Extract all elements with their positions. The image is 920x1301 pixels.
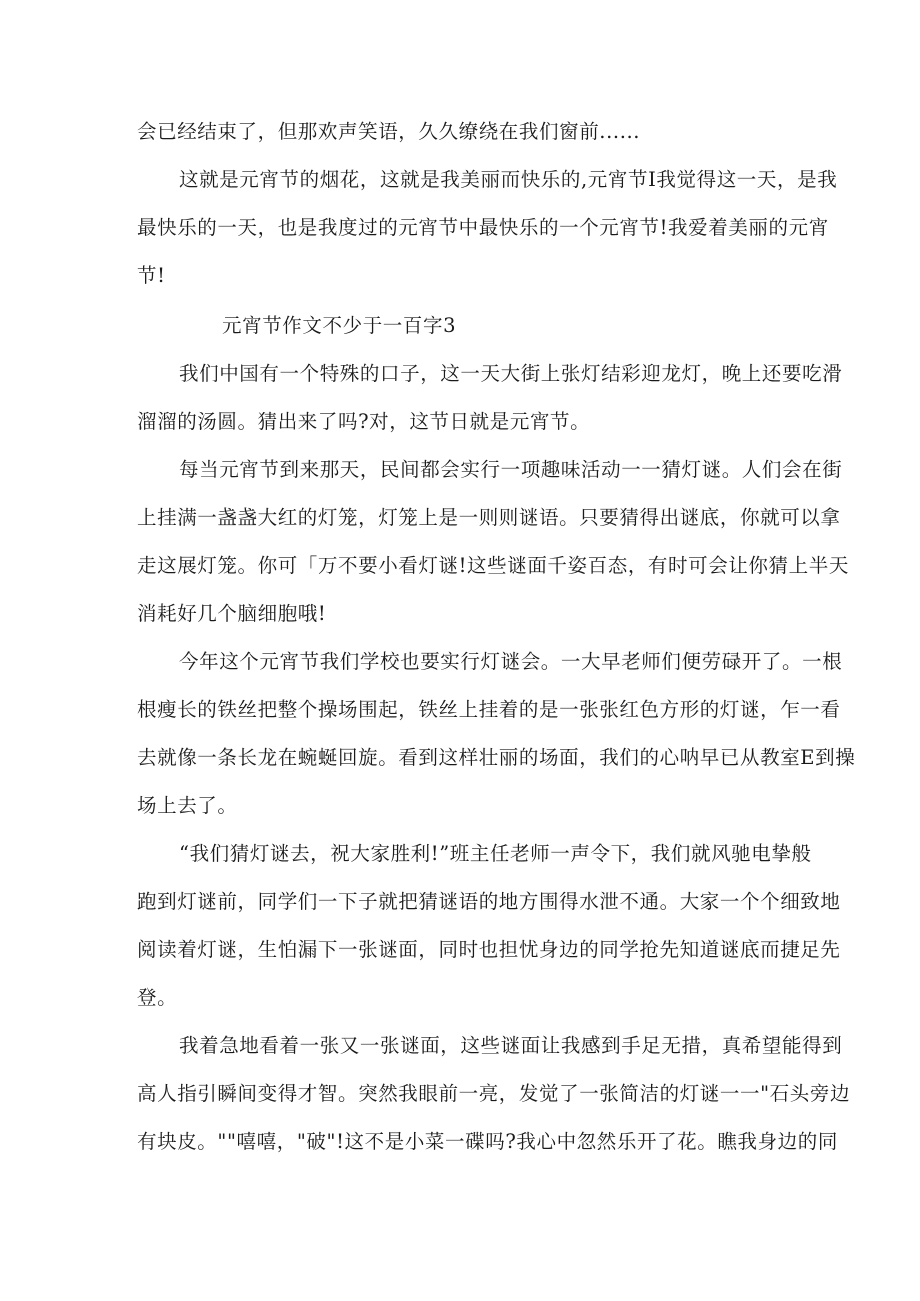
text-line: 上挂满一盏盏大红的灯笼，灯笼上是一则则谜语。只要猜得出谜底，你就可以拿 — [137, 506, 841, 529]
text-line: 溜溜的汤圆。猜出来了吗?对，这节日就是元宵节。 — [137, 410, 591, 433]
text-line: 这就是元宵节的烟花，这就是我美丽而快乐的,元宵节I我觉得这一天，是我 — [179, 168, 838, 191]
paragraph-intro — [137, 350, 843, 446]
text-line: 消耗好几个脑细胞哦! — [137, 602, 327, 625]
paragraph-school-event — [137, 638, 856, 830]
text-line: 我们中国有一个特殊的口子，这一天大街上张灯结彩迎龙灯，晚上还要吃滑 — [179, 362, 843, 385]
text-line: 今年这个元宵节我们学校也要实行灯谜会。一大早老师们便劳碌开了。一根 — [179, 650, 843, 673]
paragraph-lantern-riddles — [137, 446, 849, 638]
text-line: 阅读着灯谜，生怕漏下一张谜面，同时也担忧身边的同学抢先知道谜底而捷足先 — [137, 938, 841, 961]
text-line: 节! — [137, 264, 166, 287]
text-line: 根瘦长的铁丝把整个操场围起，铁丝上挂着的是一张张红色方形的灯谜，乍一看 — [137, 698, 841, 721]
essay-heading: 元宵节作文不少于一百字3 — [222, 314, 457, 337]
text-line: 场上去了。 — [137, 794, 238, 817]
text-line: 每当元宵节到来那天，民间都会实行一项趣味活动一一猜灯谜。人们会在街 — [179, 458, 843, 481]
text-line: 高人指引瞬间变得才智。突然我眼前一亮，发觉了一张简洁的灯谜一一"石头旁边 — [137, 1082, 851, 1105]
paragraph-riddle-solved — [137, 1022, 851, 1166]
text-line: 有块皮。""嘻嘻，"破"!这不是小菜一碟吗?我心中忽然乐开了花。瞧我身边的同 — [137, 1130, 838, 1153]
text-line: 跑到灯谜前，同学们一下子就把猜谜语的地方围得水泄不通。大家一个个细致地 — [137, 890, 841, 913]
text-line: 登。 — [137, 986, 178, 1009]
paragraph-guessing — [137, 830, 841, 1022]
text-line: 我着急地看着一张又一张谜面，这些谜面让我感到手足无措，真希望能得到 — [179, 1034, 843, 1057]
text-line: “我们猜灯谜去，祝大家胜利!”班主任老师一声令下，我们就风驰电挚般 — [179, 842, 812, 865]
text-line: 去就像一条长龙在蜿蜒回旋。看到这样壮丽的场面，我们的心呐早已从教室E到操 — [137, 746, 856, 769]
text-line: 走这展灯笼。你可「万不要小看灯谜!这些谜面千姿百态，有时可会让你猜上半天 — [137, 554, 849, 577]
text-line: 最快乐的一天，也是我度过的元宵节中最快乐的一个元宵节!我爱着美丽的元宵 — [137, 216, 829, 239]
text-line: 会已经结束了，但那欢声笑语，久久缭绕在我们窗前...... — [137, 120, 641, 143]
paragraph-continuation — [137, 108, 787, 156]
paragraph-fireworks-summary — [137, 156, 838, 300]
